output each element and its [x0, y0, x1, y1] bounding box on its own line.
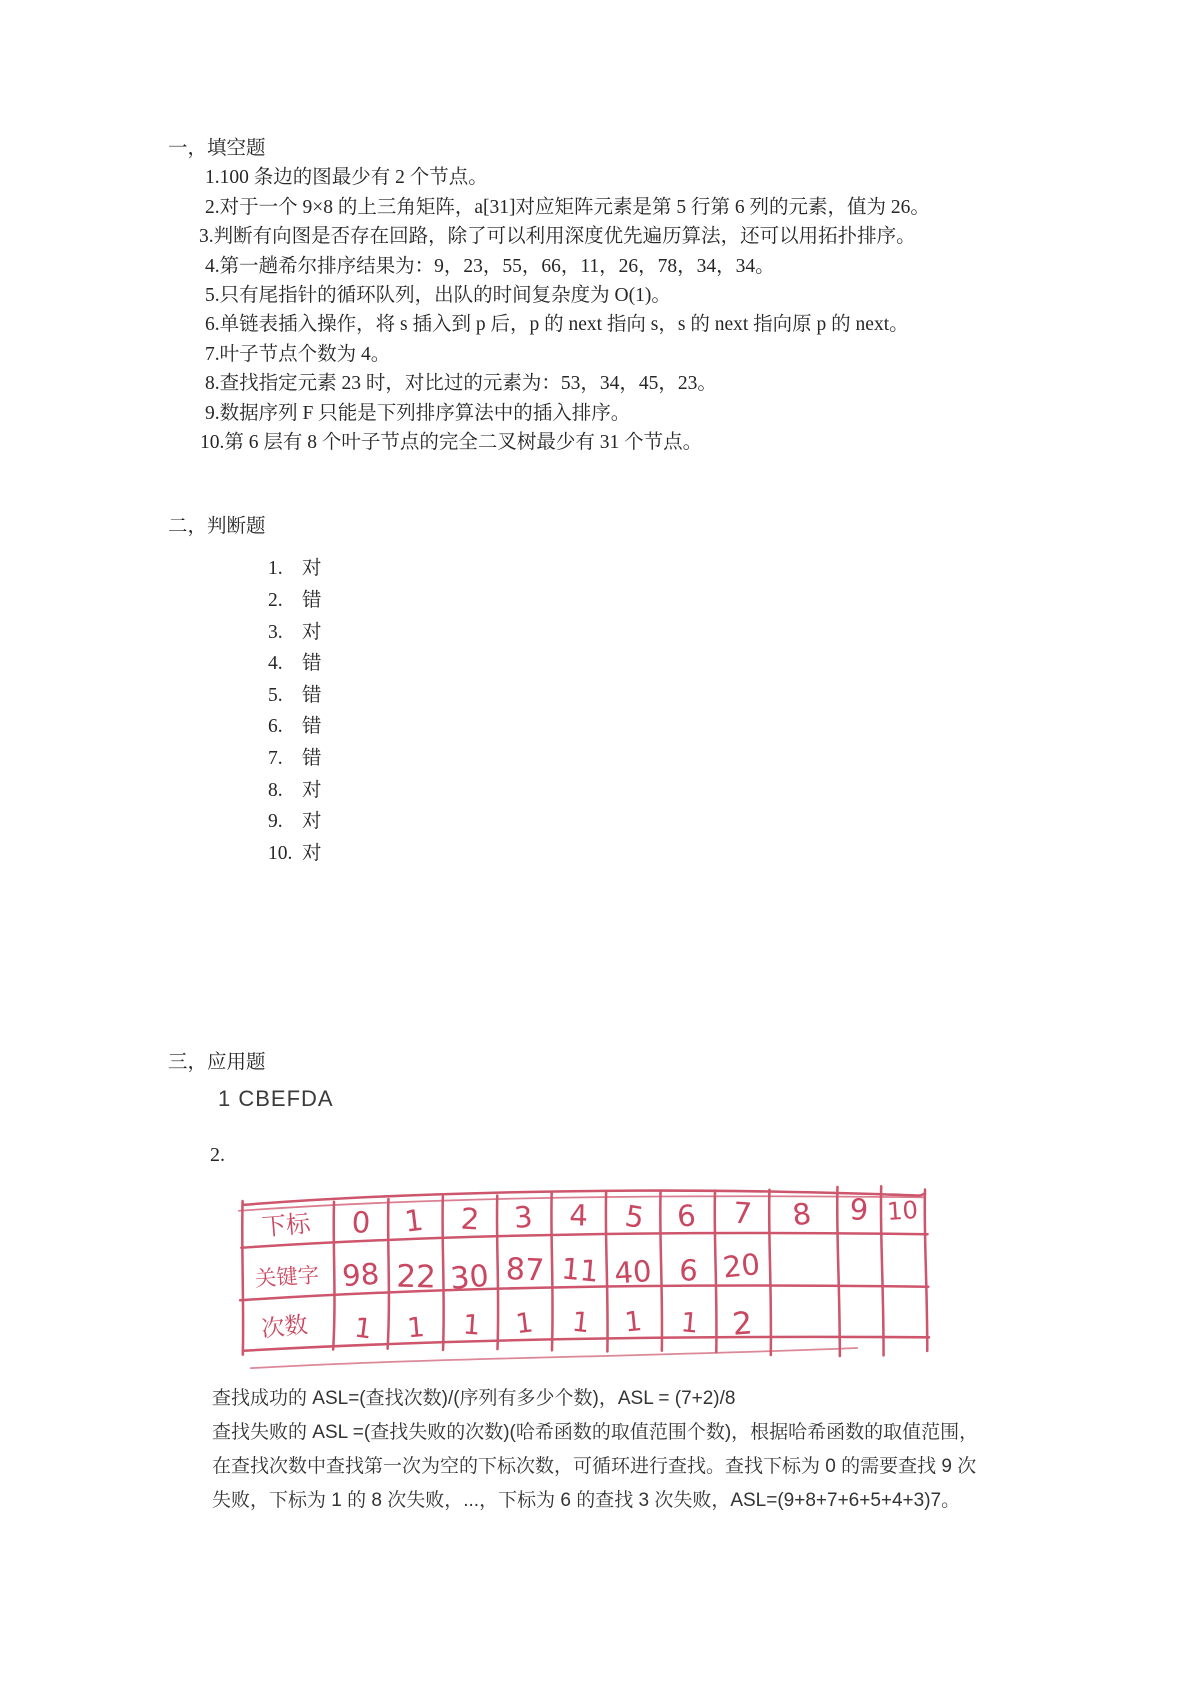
cell-count-3: 1 — [513, 1307, 535, 1341]
cell-index-7: 7 — [731, 1195, 753, 1231]
item-number: 9. — [268, 811, 283, 833]
cell-key-1: 22 — [395, 1258, 437, 1296]
cell-index-9: 9 — [848, 1192, 870, 1228]
fill-blank-items — [199, 163, 930, 457]
fill-blank-item: 9.数据序列 F 只能是下列排序算法中的插入排序。 — [205, 402, 631, 424]
item-answer: 错 — [302, 747, 322, 769]
fill-blank-item: 8.查找指定元素 23 时，对比过的元素为：53，34，45，23。 — [205, 373, 717, 395]
cell-key-3: 87 — [505, 1252, 545, 1289]
item-number: 8. — [268, 779, 283, 801]
cell-key-2: 30 — [448, 1258, 491, 1297]
true-false-item — [268, 553, 322, 585]
cell-index-3: 3 — [512, 1199, 534, 1235]
true-false-item — [268, 838, 322, 870]
section-fill-blank — [168, 134, 930, 457]
cell-index-2: 2 — [459, 1201, 481, 1237]
fill-blank-item: 4.第一趟希尔排序结果为：9，23，55，66，11，26，78，34，34。 — [205, 255, 775, 277]
true-false-item — [268, 775, 322, 807]
section-true-false — [168, 512, 322, 869]
true-false-list — [268, 553, 322, 869]
true-false-item — [268, 617, 322, 649]
cell-key-6: 6 — [678, 1252, 699, 1288]
fill-blank-item: 2.对于一个 9×8 的上三角矩阵，a[31]对应矩阵元素是第 5 行第 6 列的元素，值为 26。 — [205, 196, 930, 218]
section-application — [168, 1048, 1168, 1648]
explanation-line: 查找成功的 ASL=(查找次数)/(序列有多少个数)，ASL = (7+2)/8 — [212, 1388, 736, 1409]
cell-index-8: 8 — [790, 1196, 814, 1233]
item-answer: 对 — [302, 842, 322, 864]
cell-key-7: 20 — [721, 1246, 762, 1285]
cell-count-1: 1 — [405, 1312, 426, 1345]
item-number: 3. — [268, 621, 283, 643]
fill-blank-item: 10.第 6 层有 8 个叶子节点的完全二叉树最少有 31 个节点。 — [200, 432, 703, 454]
cell-count-7: 2 — [731, 1305, 754, 1343]
cell-count-6: 1 — [679, 1307, 700, 1340]
row-label-index: 下标 — [260, 1208, 312, 1242]
item-answer: 错 — [302, 590, 322, 611]
item-number: 2. — [268, 590, 283, 611]
cell-index-10: 10 — [886, 1195, 919, 1227]
true-false-item — [268, 743, 322, 775]
fill-blank-item: 7.叶子节点个数为 4。 — [205, 343, 391, 365]
section-title-true-false: 二，判断题 — [168, 516, 266, 537]
cell-count-2: 1 — [461, 1309, 482, 1342]
cell-index-6: 6 — [675, 1198, 698, 1234]
item-number: 6. — [268, 716, 283, 738]
cell-count-5: 1 — [623, 1305, 644, 1339]
row-label-key: 关键字 — [254, 1262, 320, 1293]
cell-count-0: 1 — [352, 1312, 374, 1346]
explanation-line: 查找失败的 ASL =(查找失败的次数)(哈希函数的取值范围个数)，根据哈希函数的取值范围， — [212, 1422, 979, 1443]
item-answer: 错 — [302, 653, 322, 675]
item-number: 10. — [268, 842, 293, 864]
section-title-application: 三，应用题 — [168, 1052, 266, 1073]
table-handwriting — [253, 1191, 920, 1349]
true-false-item — [268, 585, 322, 617]
item-number: 5. — [268, 684, 283, 706]
item-answer: 对 — [302, 779, 322, 801]
section-title-fill-blank: 一，填空题 — [168, 138, 266, 159]
item-answer: 对 — [302, 811, 322, 833]
cell-index-0: 0 — [351, 1205, 372, 1240]
true-false-item — [268, 806, 322, 838]
cell-index-1: 1 — [402, 1202, 426, 1239]
item-answer: 对 — [302, 621, 322, 643]
handwritten-table-svg — [233, 1175, 936, 1377]
item-answer: 错 — [302, 684, 322, 706]
true-false-item — [268, 680, 322, 712]
row-label-count: 次数 — [259, 1310, 310, 1343]
true-false-item — [268, 711, 322, 743]
application-answer-1: 1 CBEFDA — [218, 1086, 334, 1111]
cell-key-4: 11 — [560, 1251, 601, 1289]
fill-blank-item: 3.判断有向图是否存在回路，除了可以利用深度优先遍历算法，还可以用拓扑排序。 — [199, 226, 916, 248]
cell-index-5: 5 — [622, 1198, 647, 1236]
item-answer: 对 — [302, 558, 322, 580]
explanation-line: 失败，下标为 1 的 8 次失败，...，下标为 6 的查找 3 次失败，ASL=(9+8+7+6+5+4+3)7。 — [212, 1490, 961, 1511]
true-false-item — [268, 648, 322, 680]
explanation-line: 在查找次数中查找第一次为空的下标次数，可循环进行查找。查找下标为 0 的需要查找 9 次 — [212, 1456, 977, 1477]
cell-key-5: 40 — [613, 1253, 653, 1291]
item-number: 7. — [268, 747, 283, 769]
fill-blank-item: 1.100 条边的图最少有 2 个节点。 — [205, 167, 488, 189]
handwritten-table — [233, 1175, 936, 1382]
item-answer: 错 — [302, 716, 322, 738]
application-answer-2-label: 2. — [210, 1144, 225, 1166]
fill-blank-item: 5.只有尾指针的循环队列，出队的时间复杂度为 O(1)。 — [205, 285, 671, 307]
cell-count-4: 1 — [570, 1306, 592, 1340]
item-number: 4. — [268, 653, 283, 675]
fill-blank-item: 6.单链表插入操作，将 s 插入到 p 后，p 的 next 指向 s，s 的 next 指向原 p 的 next。 — [205, 314, 909, 336]
cell-index-4: 4 — [568, 1198, 589, 1233]
asl-explanation — [212, 1382, 978, 1518]
cell-key-0: 98 — [341, 1256, 381, 1294]
item-number: 1. — [268, 558, 283, 580]
